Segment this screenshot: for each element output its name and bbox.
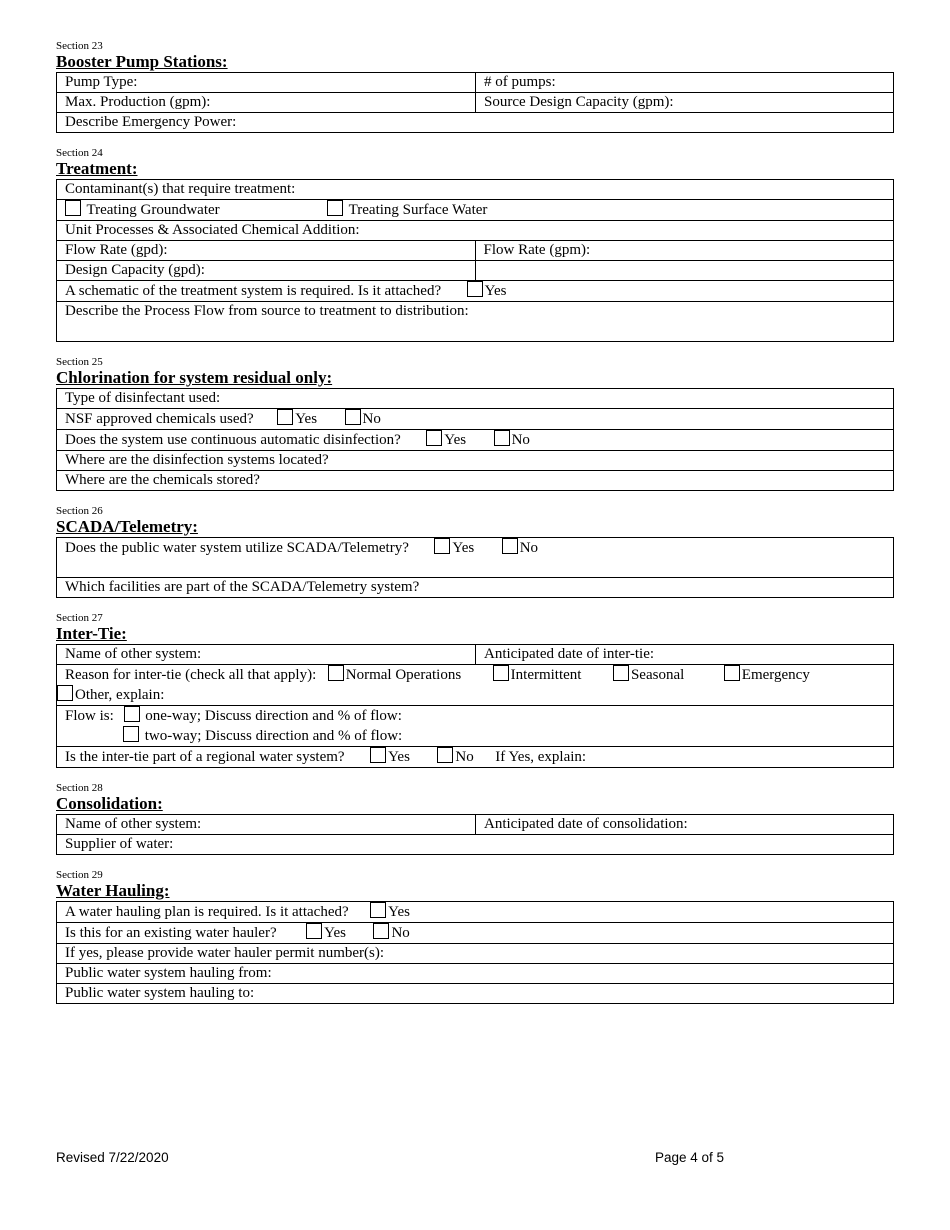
continuous-question: Does the system use continuous automatic disinfection? [65,432,401,448]
nsf-no-checkbox[interactable] [345,409,361,425]
regional-yes-checkbox[interactable] [370,747,386,763]
consolidation-table [56,814,894,855]
booster-pump-table [56,72,894,133]
scada-facilities-field[interactable]: Which facilities are part of the SCADA/Telemetry system? [57,578,894,598]
section-title: Chlorination for system residual only: [56,368,333,387]
scada-yes-checkbox[interactable] [434,538,450,554]
disinfection-location-field[interactable]: Where are the disinfection systems located? [57,451,894,471]
yes-label: Yes [444,432,467,448]
section-24 [56,147,894,342]
section-title: Consolidation: [56,794,163,813]
scada-no-checkbox[interactable] [502,538,518,554]
form-page [56,40,894,1018]
design-capacity-field[interactable]: Design Capacity (gpd): [57,261,476,281]
contaminants-field[interactable]: Contaminant(s) that require treatment: [57,180,894,200]
existing-hauler-no-checkbox[interactable] [373,923,389,939]
nsf-row [57,409,894,430]
emergency-label: Emergency [741,667,810,683]
section-28 [56,782,894,855]
page-number: Page 4 of 5 [655,1150,725,1165]
section-26 [56,505,894,598]
seasonal-checkbox[interactable] [613,665,629,681]
no-label: No [511,432,530,448]
section-number: Section 24 [56,147,103,159]
flow-is-label: Flow is: [65,708,114,724]
section-title: Booster Pump Stations: [56,52,228,71]
treating-source-row [57,200,894,221]
seasonal-label: Seasonal [630,667,685,683]
yes-label: Yes [295,411,318,427]
section-29 [56,869,894,1004]
nsf-yes-checkbox[interactable] [277,409,293,425]
yes-label: Yes [452,540,475,556]
other-system-name-field[interactable]: Name of other system: [57,815,476,835]
yes-label: Yes [388,904,410,920]
one-way-label: one-way; Discuss direction and % of flow: [145,708,402,724]
other-checkbox[interactable] [57,685,73,701]
section-25 [56,356,894,491]
source-design-capacity-field[interactable]: Source Design Capacity (gpm): [476,93,894,113]
section-number: Section 26 [56,505,103,517]
empty-cell [475,261,894,281]
other-label: Other, explain: [75,687,165,703]
supplier-field[interactable]: Supplier of water: [57,835,894,855]
water-hauling-table [56,901,894,1004]
normal-operations-checkbox[interactable] [328,665,344,681]
inter-tie-table [56,644,894,768]
section-27 [56,612,894,768]
no-label: No [391,925,410,941]
inter-tie-date-field[interactable]: Anticipated date of inter-tie: [476,645,894,665]
scada-utilize-row [57,538,894,578]
hauling-plan-yes-checkbox[interactable] [370,902,386,918]
flow-rate-gpd-field[interactable]: Flow Rate (gpd): [57,241,476,261]
intermittent-checkbox[interactable] [493,665,509,681]
treating-groundwater-label: Treating Groundwater [86,202,220,218]
treatment-table [56,179,894,342]
section-title: Water Hauling: [56,881,170,900]
section-title: Treatment: [56,159,138,178]
continuous-yes-checkbox[interactable] [426,430,442,446]
treating-surface-water-checkbox[interactable] [327,200,343,216]
two-way-label: two-way; Discuss direction and % of flow: [144,728,403,744]
continuous-no-checkbox[interactable] [494,430,510,446]
scada-table [56,537,894,598]
other-system-name-field[interactable]: Name of other system: [57,645,476,665]
hauling-from-field[interactable]: Public water system hauling from: [57,964,894,984]
scada-question: Does the public water system utilize SCADA/Telemetry? [65,540,409,556]
flow-rate-gpm-field[interactable]: Flow Rate (gpm): [475,241,894,261]
schematic-yes-checkbox[interactable] [467,281,483,297]
hauling-plan-question: A water hauling plan is required. Is it attached? [65,904,349,920]
pump-type-field[interactable]: Pump Type: [57,73,476,93]
existing-hauler-question: Is this for an existing water hauler? [65,925,277,941]
treating-groundwater-checkbox[interactable] [65,200,81,216]
reason-label: Reason for inter-tie (check all that apply): [65,667,317,683]
unit-processes-field[interactable]: Unit Processes & Associated Chemical Addition: [57,221,894,241]
no-label: No [519,540,539,556]
num-pumps-field[interactable]: # of pumps: [476,73,894,93]
section-title: Inter-Tie: [56,624,127,643]
revised-date: Revised 7/22/2020 [56,1150,169,1165]
max-production-field[interactable]: Max. Production (gpm): [57,93,476,113]
intermittent-label: Intermittent [510,667,582,683]
continuous-row [57,430,894,451]
consolidation-date-field[interactable]: Anticipated date of consolidation: [476,815,894,835]
chemicals-storage-field[interactable]: Where are the chemicals stored? [57,471,894,491]
schematic-row [57,281,894,302]
section-number: Section 27 [56,612,103,624]
section-number: Section 28 [56,782,103,794]
permit-number-field[interactable]: If yes, please provide water hauler permit number(s): [57,944,894,964]
section-number: Section 25 [56,356,103,368]
nsf-question: NSF approved chemicals used? [65,411,254,427]
process-flow-field[interactable]: Describe the Process Flow from source to treatment to distribution: [57,302,894,342]
if-yes-explain-label: If Yes, explain: [495,749,587,765]
no-label: No [362,411,381,427]
yes-label: Yes [324,925,346,941]
no-label: No [455,749,474,765]
existing-hauler-row [57,923,894,944]
existing-hauler-yes-checkbox[interactable] [306,923,322,939]
flow-direction-row [57,706,894,747]
yes-label: Yes [484,283,507,299]
chlorination-table [56,388,894,491]
emergency-power-field[interactable]: Describe Emergency Power: [57,113,894,133]
hauling-to-field[interactable]: Public water system hauling to: [57,984,894,1004]
disinfectant-type-field[interactable]: Type of disinfectant used: [57,389,894,409]
regional-no-checkbox[interactable] [437,747,453,763]
yes-label: Yes [388,749,410,765]
one-way-checkbox[interactable] [124,706,140,722]
section-number: Section 23 [56,40,103,52]
schematic-question: A schematic of the treatment system is required. Is it attached? [65,283,442,299]
regional-question: Is the inter-tie part of a regional water system? [65,749,345,765]
hauling-plan-row [57,902,894,923]
section-number: Section 29 [56,869,103,881]
emergency-checkbox[interactable] [724,665,740,681]
reason-row [57,665,894,706]
treating-surface-water-label: Treating Surface Water [348,202,488,218]
two-way-checkbox[interactable] [123,726,139,742]
regional-row [57,747,894,768]
section-23 [56,40,894,133]
normal-operations-label: Normal Operations [345,667,462,683]
section-title: SCADA/Telemetry: [56,517,198,536]
